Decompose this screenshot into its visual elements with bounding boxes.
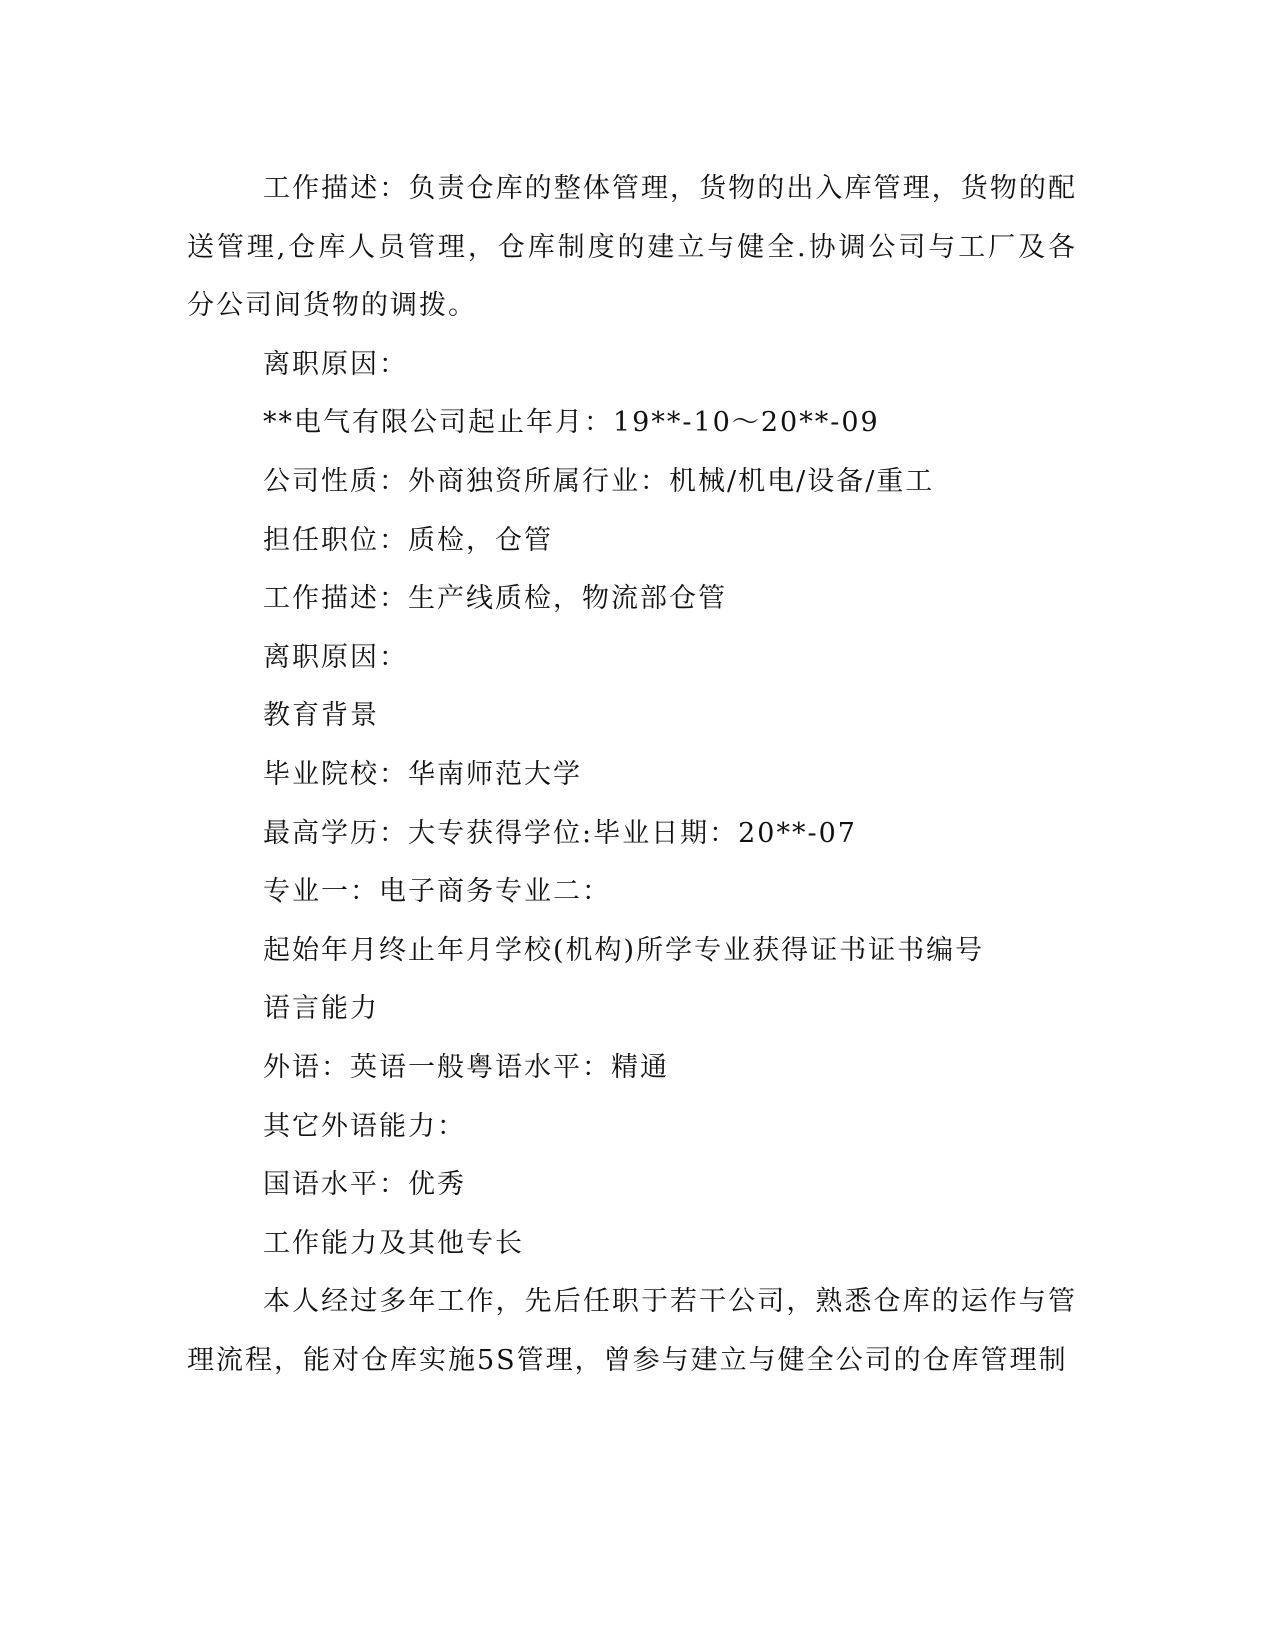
section-heading-education: 教育背景: [263, 700, 379, 732]
paragraph-degree: 最高学历：大专获得学位:毕业日期：20**-07: [263, 817, 857, 849]
paragraph-school: 毕业院校：华南师范大学: [263, 758, 582, 790]
paragraph-major: 专业一：电子商务专业二：: [263, 876, 611, 908]
paragraph-foreign-language: 外语：英语一般粤语水平：精通: [263, 1051, 669, 1083]
paragraph-leave-reason-2: 离职原因：: [263, 641, 408, 673]
paragraph-other-language: 其它外语能力：: [263, 1110, 466, 1142]
section-heading-skills: 工作能力及其他专长: [263, 1227, 524, 1259]
paragraph-mandarin-level: 国语水平：优秀: [263, 1169, 466, 1201]
paragraph-company-period: **电气有限公司起止年月：19**-10～20**-09: [263, 407, 880, 439]
paragraph-job-description-1: 工作描述：负责仓库的整体管理，货物的出入库管理，货物的配送管理,仓库人员管理，仓库制度的建立与健全.协调公司与工厂及各分公司间货物的调拨。: [187, 173, 1077, 322]
paragraph-leave-reason-1: 离职原因：: [263, 348, 408, 380]
paragraph-education-table-header: 起始年月终止年月学校(机构)所学专业获得证书证书编号: [263, 934, 985, 966]
paragraph-position: 担任职位：质检，仓管: [263, 524, 553, 556]
paragraph-job-description-2: 工作描述：生产线质检，物流部仓管: [263, 583, 727, 615]
paragraph-company-nature: 公司性质：外商独资所属行业：机械/机电/设备/重工: [263, 465, 935, 497]
document-body: [187, 160, 1077, 1390]
paragraph-self-summary: 本人经过多年工作，先后任职于若干公司，熟悉仓库的运作与管理流程，能对仓库实施5S管理，曾参与建立与健全公司的仓库管理制: [187, 1286, 1077, 1376]
section-heading-language: 语言能力: [263, 993, 379, 1025]
